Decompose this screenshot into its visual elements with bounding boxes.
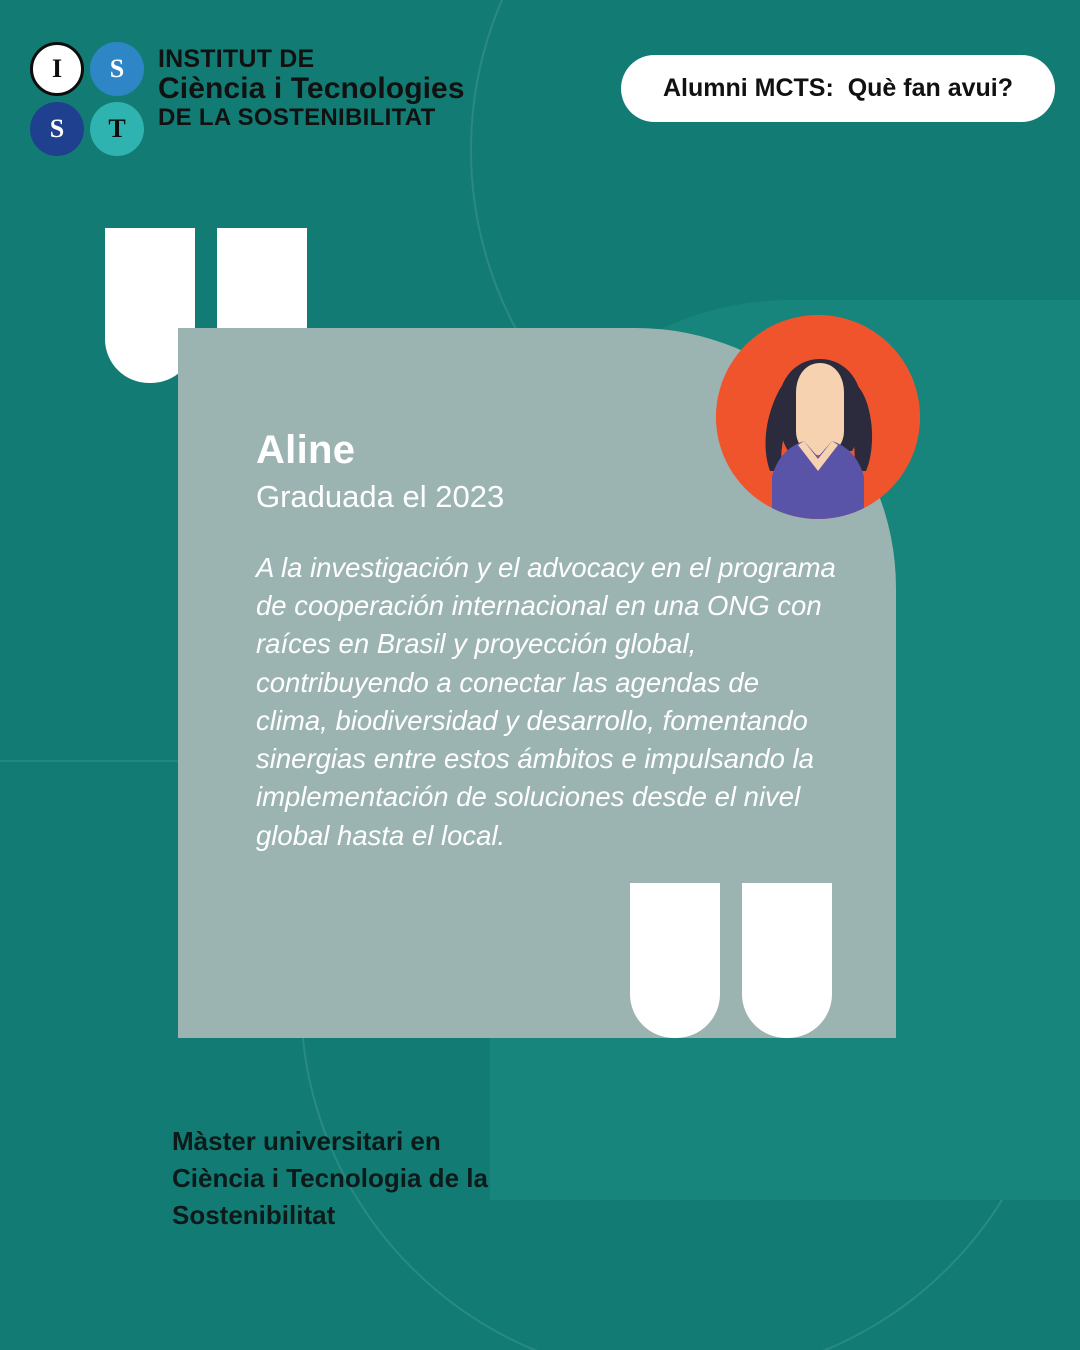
program-title-line-3: Sostenibilitat: [172, 1199, 336, 1230]
avatar-illustration: [716, 315, 920, 519]
quote-bar: [742, 883, 832, 1038]
logo-letter-t: T: [90, 102, 144, 156]
logo-line-2: Ciència i Tecnologies: [158, 72, 465, 105]
logo-line-3: DE LA SOSTENIBILITAT: [158, 104, 436, 132]
logo-letter-grid: [30, 42, 144, 156]
alumni-name: Aline: [256, 428, 356, 472]
logo-line-1: INSTITUT DE: [158, 45, 315, 73]
avatar: [716, 315, 920, 519]
logo-letter-s-navy: S: [30, 102, 84, 156]
program-title: [172, 1123, 488, 1234]
program-title-line-1: Màster universitari en: [172, 1126, 441, 1156]
alumni-badge: Alumni MCTS: Què fan avui?: [621, 55, 1055, 122]
logo-wordmark: [158, 42, 465, 131]
quote-bar: [630, 883, 720, 1038]
graduation-year: Graduada el 2023: [256, 479, 505, 514]
logo-letter-i: I: [30, 42, 84, 96]
testimonial-text: A la investigación y el advocacy en el programa de cooperación internacional en una ONG con raíces en Brasil y proyección global, contribuyendo a conectar las agendas de clima, biodiversidad y desarrollo, fomentando sinergias entre estos ámbitos e impulsando la implementación de soluciones desde el nivel global hasta el local.: [256, 552, 836, 851]
closing-quote-icon: [630, 883, 832, 1038]
program-title-line-2: Ciència i Tecnologia de la: [172, 1162, 488, 1193]
logo-letter-s-blue: S: [90, 42, 144, 96]
institute-logo: [30, 42, 465, 156]
